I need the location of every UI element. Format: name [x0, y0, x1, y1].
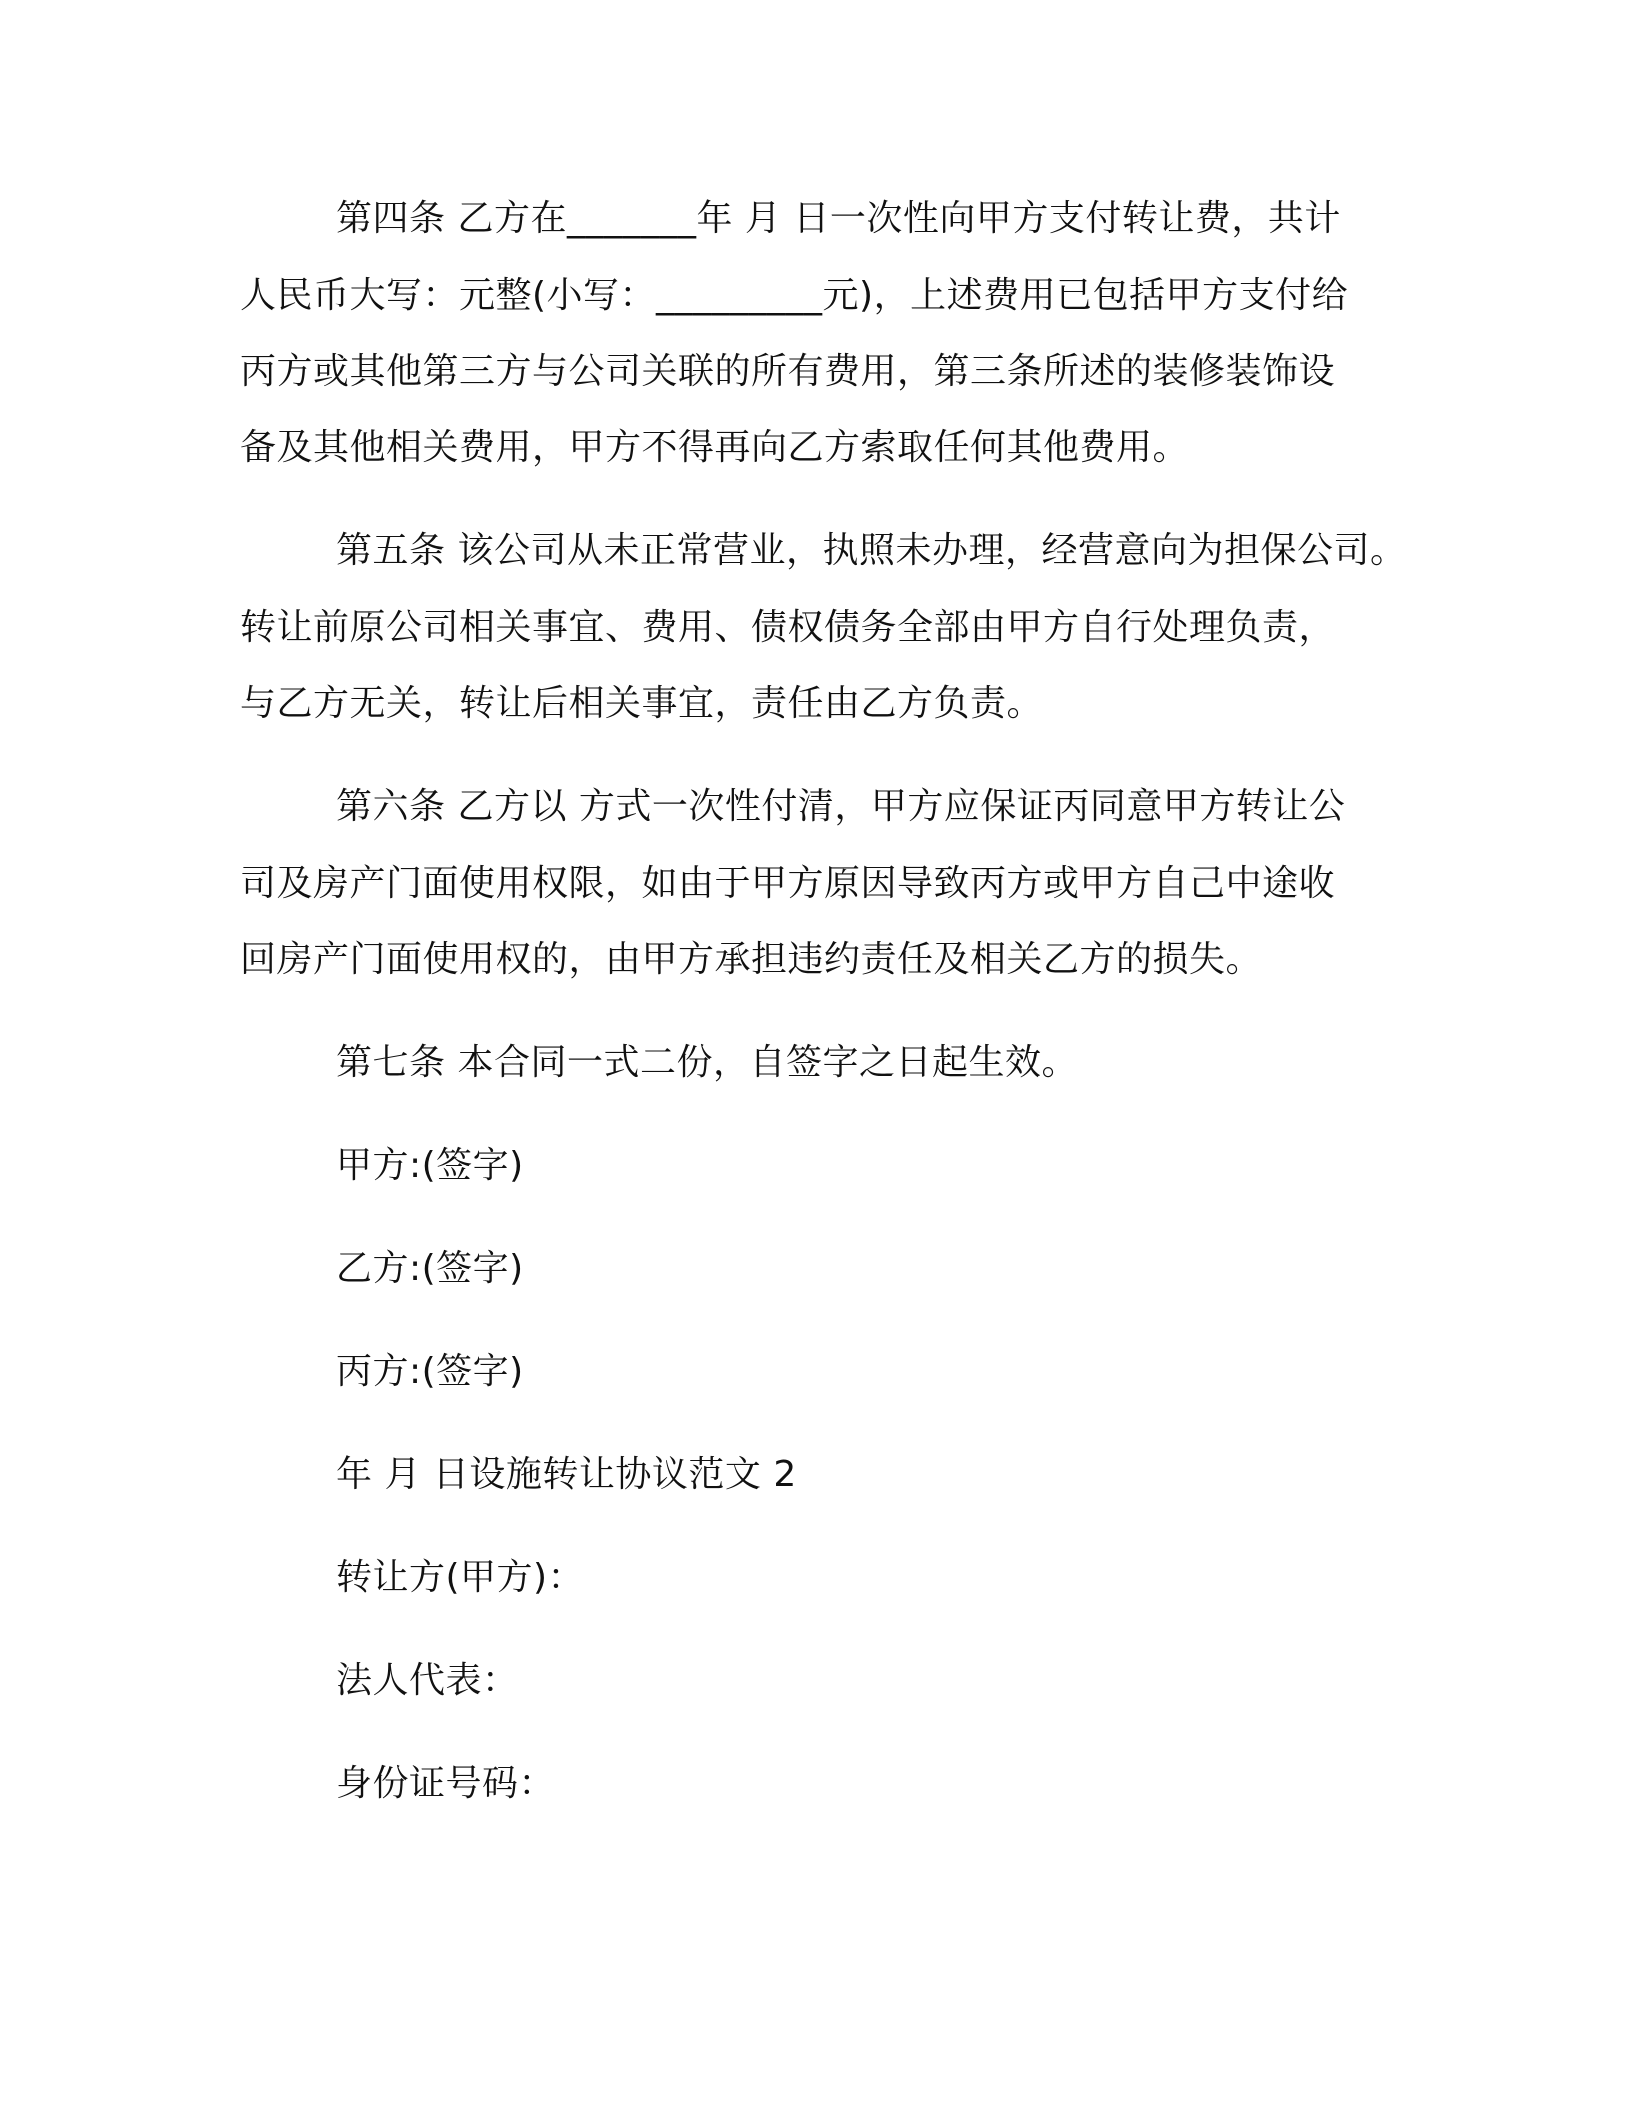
- article4-line2: 人民币大写：元整(小写：_________元)，上述费用已包括甲方支付给: [240, 275, 1349, 316]
- signature-party-c: 丙方:(签字): [336, 1351, 524, 1392]
- legal-rep-field: 法人代表：: [336, 1660, 519, 1701]
- article7: 第七条 本合同一式二份，自签字之日起生效。: [336, 1042, 1078, 1083]
- signature-party-b: 乙方:(签字): [336, 1248, 524, 1289]
- article5-line2: 转让前原公司相关事宜、费用、债权债务全部由甲方自行处理负责，: [240, 607, 1336, 648]
- date-and-title: 年 月 日设施转让协议范文 2: [336, 1454, 797, 1495]
- article5-line3: 与乙方无关，转让后相关事宜，责任由乙方负责。: [240, 683, 1044, 724]
- article4-line4: 备及其他相关费用，甲方不得再向乙方索取任何其他费用。: [240, 427, 1190, 468]
- article4-line3: 丙方或其他第三方与公司关联的所有费用，第三条所述的装修装饰设: [240, 351, 1336, 392]
- signature-party-a: 甲方:(签字): [336, 1145, 524, 1186]
- article5-line1: 第五条 该公司从未正常营业，执照未办理，经营意向为担保公司。: [336, 530, 1407, 571]
- id-number-field: 身份证号码：: [336, 1763, 556, 1804]
- article6-line1: 第六条 乙方以 方式一次性付清，甲方应保证丙同意甲方转让公: [336, 786, 1346, 827]
- article6-line3: 回房产门面使用权的，由甲方承担违约责任及相关乙方的损失。: [240, 939, 1263, 980]
- transferor-field: 转让方(甲方)：: [336, 1557, 585, 1598]
- article4-line1: 第四条 乙方在_______年 月 日一次性向甲方支付转让费，共计: [336, 198, 1341, 239]
- article6-line2: 司及房产门面使用权限，如由于甲方原因导致丙方或甲方自己中途收: [240, 863, 1336, 904]
